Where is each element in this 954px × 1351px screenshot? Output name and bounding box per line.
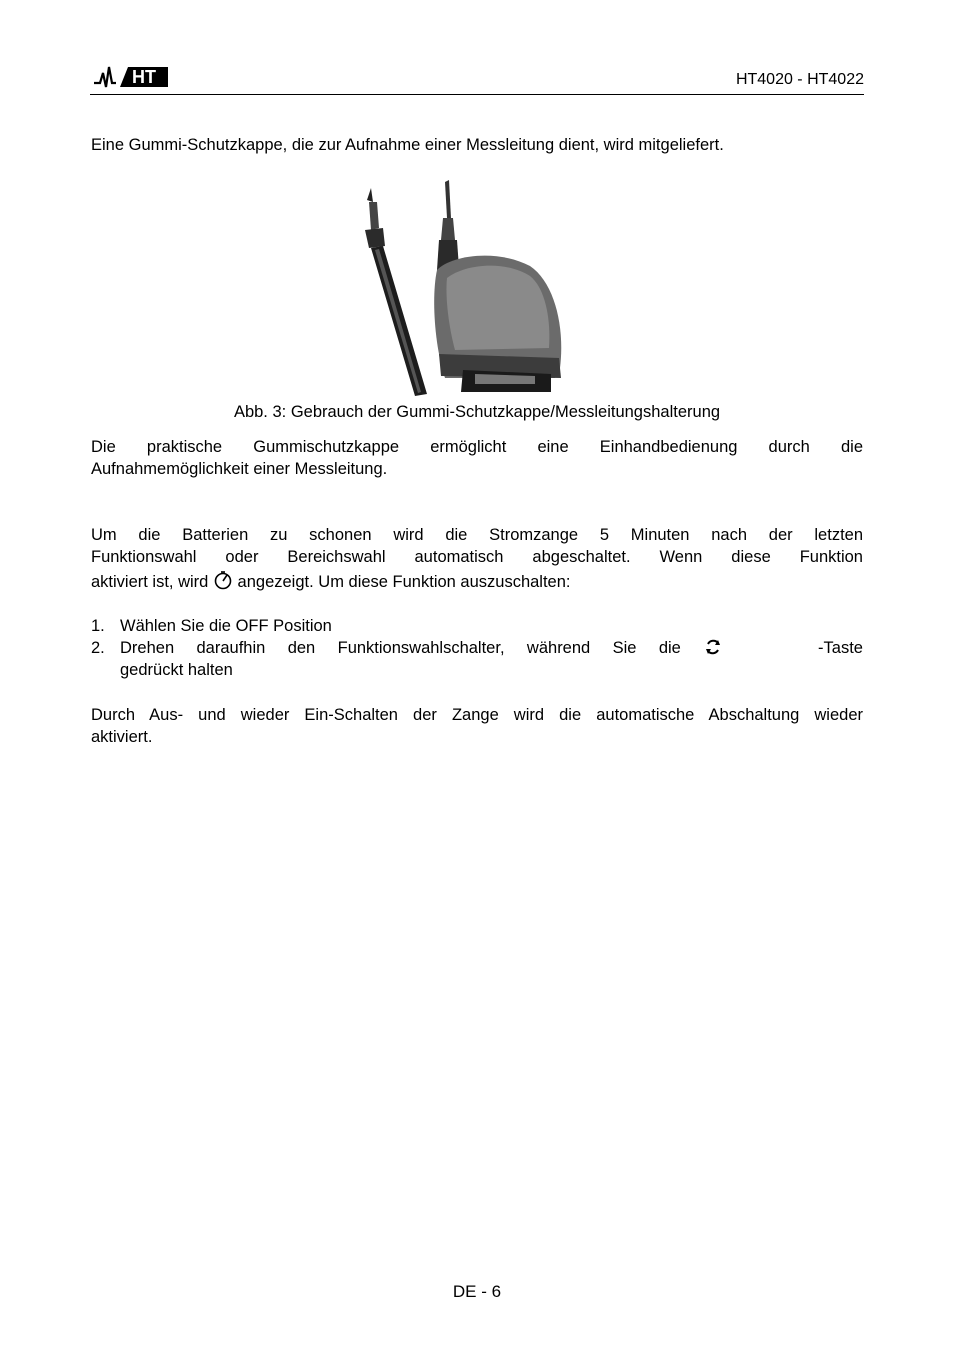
list-item-text xyxy=(120,637,863,659)
model-name: HT4020 - HT4022 xyxy=(735,71,864,88)
paragraph-reactivate-line-1: Durch Aus- und wieder Ein-Schalten der Zange wird die automatische Abschaltung wieder xyxy=(91,706,863,724)
page-header xyxy=(90,60,864,95)
rubber-cap xyxy=(434,256,561,392)
autooff-text-before-icon: aktiviert ist, wird xyxy=(91,573,209,591)
paragraph-reactivate-line-2: aktiviert. xyxy=(91,728,153,746)
paragraph-autooff-line-1: Um die Batterien zu schonen wird die Stromzange 5 Minuten nach der letzten xyxy=(91,526,863,544)
auto-power-off-icon xyxy=(213,570,233,590)
test-lead-probe-right xyxy=(437,180,459,270)
figure-caption: Abb. 3: Gebrauch der Gummi-Schutzkappe/Messleitungshalterung xyxy=(233,403,721,421)
rubber-cap-figure xyxy=(355,178,575,396)
rotate-button-icon xyxy=(703,637,723,657)
autooff-text-after-icon: angezeigt. Um diese Funktion auszuschalten: xyxy=(237,573,571,591)
ht-logo-text: HT xyxy=(132,67,156,87)
paragraph-cap-line-2: Aufnahmemöglichkeit einer Messleitung. xyxy=(91,460,388,478)
ht-logo xyxy=(92,61,172,91)
paragraph-autooff-line-2: Funktionswahl oder Bereichswahl automatisch abgeschaltet. Wenn diese Funktion xyxy=(91,548,863,566)
list-item-number: 2. xyxy=(91,639,105,657)
list-item-text-part-a: Drehen daraufhin den Funktionswahlschalter, während Sie die xyxy=(120,639,681,657)
page-number: DE - 6 xyxy=(452,1282,502,1301)
paragraph-intro: Eine Gummi-Schutzkappe, die zur Aufnahme einer Messleitung dient, wird mitgeliefert. xyxy=(91,136,724,154)
paragraph-cap-line-1: Die praktische Gummischutzkappe ermöglicht eine Einhandbedienung durch die xyxy=(91,438,863,456)
list-item-number: 1. xyxy=(91,617,105,635)
list-item-text-part-c: gedrückt halten xyxy=(120,661,233,679)
test-lead-probe-left xyxy=(365,188,427,396)
list-item-text-part-b: -Taste xyxy=(818,639,863,657)
paragraph-autooff-line-3 xyxy=(91,570,863,593)
list-item-text: Wählen Sie die OFF Position xyxy=(120,617,332,635)
